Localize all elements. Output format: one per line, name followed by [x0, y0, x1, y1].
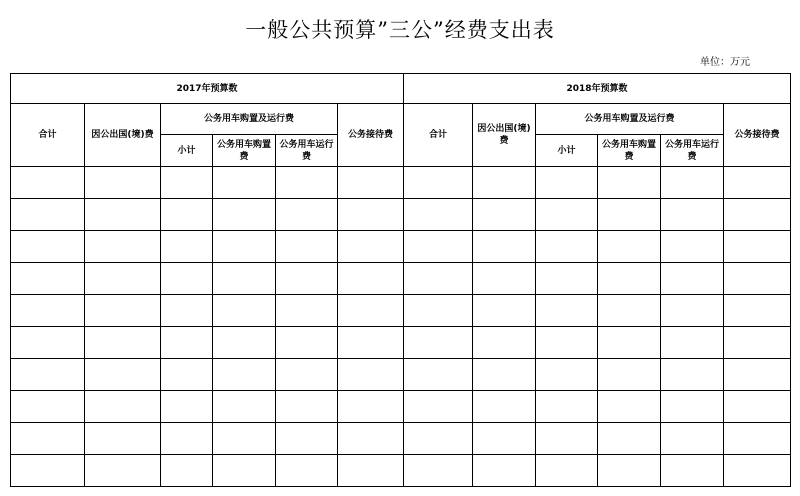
- abroad-header-2018: 因公出国(境)费: [473, 104, 536, 167]
- table-cell: [338, 199, 404, 231]
- table-cell: [661, 295, 724, 327]
- table-cell: [473, 263, 536, 295]
- table-cell: [338, 455, 404, 487]
- table-cell: [11, 455, 85, 487]
- table-cell: [536, 327, 598, 359]
- table-cell: [598, 167, 661, 199]
- vehicle-group-header-2017: 公务用车购置及运行费: [161, 104, 338, 135]
- table-cell: [536, 455, 598, 487]
- table-cell: [598, 359, 661, 391]
- table-cell: [536, 231, 598, 263]
- table-cell: [338, 327, 404, 359]
- table-cell: [473, 359, 536, 391]
- table-cell: [161, 423, 213, 455]
- table-cell: [85, 263, 161, 295]
- table-cell: [11, 359, 85, 391]
- vehicle-purchase-header-2017: 公务用车购置费: [213, 135, 276, 167]
- table-cell: [724, 327, 791, 359]
- table-cell: [161, 199, 213, 231]
- table-cell: [404, 295, 473, 327]
- table-cell: [598, 295, 661, 327]
- table-cell: [404, 391, 473, 423]
- table-cell: [85, 423, 161, 455]
- table-cell: [338, 231, 404, 263]
- table-cell: [276, 167, 338, 199]
- table-cell: [276, 359, 338, 391]
- table-cell: [213, 391, 276, 423]
- reception-header-2018: 公务接待费: [724, 104, 791, 167]
- table-cell: [473, 327, 536, 359]
- table-cell: [661, 359, 724, 391]
- table-cell: [724, 199, 791, 231]
- year-2017-header: 2017年预算数: [11, 74, 404, 104]
- vehicle-purchase-header-2018: 公务用车购置费: [598, 135, 661, 167]
- table-cell: [276, 263, 338, 295]
- table-cell: [85, 327, 161, 359]
- table-cell: [213, 359, 276, 391]
- table-cell: [213, 231, 276, 263]
- table-cell: [473, 455, 536, 487]
- table-cell: [276, 199, 338, 231]
- table-cell: [661, 263, 724, 295]
- table-cell: [536, 199, 598, 231]
- table-cell: [213, 167, 276, 199]
- table-row: [11, 327, 791, 359]
- table-cell: [724, 455, 791, 487]
- table-cell: [213, 199, 276, 231]
- table-cell: [161, 391, 213, 423]
- table-cell: [213, 423, 276, 455]
- table-cell: [404, 359, 473, 391]
- header-row-year: [11, 74, 791, 104]
- table-row: [11, 263, 791, 295]
- table-row: [11, 167, 791, 199]
- vehicle-operation-header-2017: 公务用车运行费: [276, 135, 338, 167]
- table-cell: [536, 295, 598, 327]
- page-title: 一般公共预算”三公”经费支出表: [245, 18, 555, 42]
- year-2018-header: 2018年预算数: [404, 74, 791, 104]
- table-row: [11, 295, 791, 327]
- table-row: [11, 423, 791, 455]
- table-cell: [338, 391, 404, 423]
- table-cell: [724, 359, 791, 391]
- table-cell: [598, 263, 661, 295]
- table-cell: [338, 295, 404, 327]
- table-cell: [161, 167, 213, 199]
- table-cell: [85, 359, 161, 391]
- table-row: [11, 455, 791, 487]
- table-cell: [473, 199, 536, 231]
- table-cell: [213, 455, 276, 487]
- table-cell: [85, 455, 161, 487]
- table-cell: [598, 327, 661, 359]
- table-cell: [473, 391, 536, 423]
- table-row: [11, 199, 791, 231]
- total-header-2017: 合计: [11, 104, 85, 167]
- table-cell: [11, 295, 85, 327]
- table-cell: [598, 455, 661, 487]
- table-cell: [661, 423, 724, 455]
- table-cell: [724, 295, 791, 327]
- table-cell: [338, 423, 404, 455]
- table-cell: [404, 263, 473, 295]
- table-cell: [11, 391, 85, 423]
- subtotal-header-2017: 小计: [161, 135, 213, 167]
- table-cell: [276, 327, 338, 359]
- table-cell: [724, 423, 791, 455]
- table-cell: [213, 327, 276, 359]
- table-cell: [598, 199, 661, 231]
- table-cell: [598, 391, 661, 423]
- budget-table: [10, 73, 791, 487]
- table-cell: [11, 231, 85, 263]
- table-cell: [11, 423, 85, 455]
- table-cell: [661, 231, 724, 263]
- table-cell: [161, 295, 213, 327]
- table-cell: [276, 423, 338, 455]
- header-row-categories: [11, 104, 791, 135]
- table-cell: [473, 295, 536, 327]
- table-cell: [536, 359, 598, 391]
- abroad-header-2017: 因公出国(境)费: [85, 104, 161, 167]
- unit-label: 单位：万元: [700, 57, 750, 68]
- table-cell: [404, 167, 473, 199]
- total-header-2018: 合计: [404, 104, 473, 167]
- table-cell: [661, 167, 724, 199]
- table-cell: [338, 167, 404, 199]
- table-cell: [724, 167, 791, 199]
- table-row: [11, 391, 791, 423]
- table-cell: [11, 167, 85, 199]
- table-cell: [661, 327, 724, 359]
- table-cell: [276, 231, 338, 263]
- table-cell: [536, 391, 598, 423]
- table-cell: [661, 391, 724, 423]
- table-cell: [161, 455, 213, 487]
- table-cell: [276, 455, 338, 487]
- table-cell: [338, 263, 404, 295]
- table-cell: [11, 199, 85, 231]
- table-cell: [85, 231, 161, 263]
- table-cell: [404, 423, 473, 455]
- subtotal-header-2018: 小计: [536, 135, 598, 167]
- table-cell: [11, 327, 85, 359]
- table-cell: [661, 199, 724, 231]
- table-cell: [536, 263, 598, 295]
- table-cell: [598, 231, 661, 263]
- table-row: [11, 231, 791, 263]
- vehicle-group-header-2018: 公务用车购置及运行费: [536, 104, 724, 135]
- table-cell: [404, 455, 473, 487]
- table-cell: [536, 167, 598, 199]
- table-cell: [536, 423, 598, 455]
- table-cell: [404, 199, 473, 231]
- table-cell: [161, 231, 213, 263]
- table-cell: [661, 455, 724, 487]
- table-cell: [85, 199, 161, 231]
- vehicle-operation-header-2018: 公务用车运行费: [661, 135, 724, 167]
- table-cell: [473, 167, 536, 199]
- table-cell: [85, 295, 161, 327]
- table-cell: [404, 327, 473, 359]
- table-cell: [276, 391, 338, 423]
- table-cell: [598, 423, 661, 455]
- table-cell: [85, 167, 161, 199]
- table-cell: [473, 231, 536, 263]
- table-cell: [338, 359, 404, 391]
- table-cell: [724, 263, 791, 295]
- table-cell: [404, 231, 473, 263]
- table-cell: [161, 263, 213, 295]
- table-cell: [11, 263, 85, 295]
- table-cell: [161, 327, 213, 359]
- table-cell: [724, 231, 791, 263]
- table-cell: [213, 263, 276, 295]
- reception-header-2017: 公务接待费: [338, 104, 404, 167]
- table-cell: [473, 423, 536, 455]
- table-cell: [276, 295, 338, 327]
- table-cell: [161, 359, 213, 391]
- table-cell: [724, 391, 791, 423]
- table-row: [11, 359, 791, 391]
- table-cell: [85, 391, 161, 423]
- table-cell: [213, 295, 276, 327]
